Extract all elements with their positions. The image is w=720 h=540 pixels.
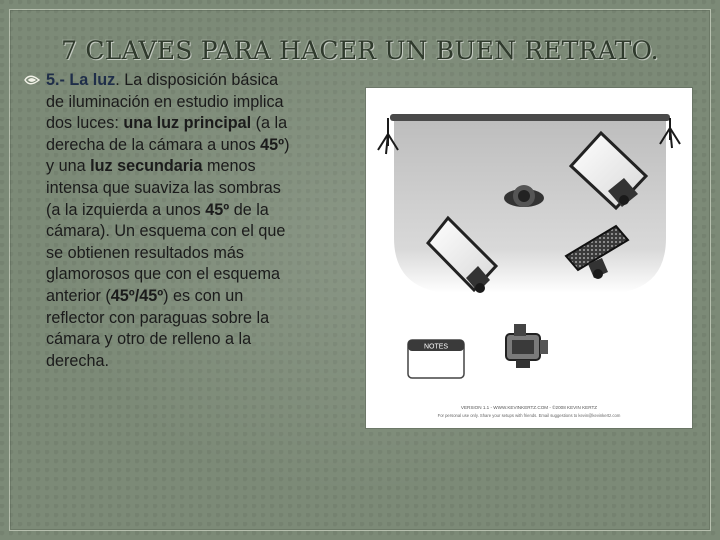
bullet-bold-1: una luz principal — [123, 114, 252, 133]
diagram-caption-line-2: For personal use only. Share your setups with friends. Email suggestions to kevin@kevinkertz.com — [437, 413, 621, 418]
bullet-bold-3: luz secundaria — [90, 157, 203, 176]
notes-card — [408, 340, 464, 378]
bullet-bold-4: 45º — [205, 200, 230, 219]
bullet-text-4: menos intensa que suaviza las sombras (a la izquierda a unos — [46, 157, 281, 219]
diagram-caption-line-1: VERSION 1.1 - WWW.KEVINKERTZ.COM - ©2008 KEVIN KERTZ — [460, 405, 598, 410]
notes-label: NOTES — [423, 343, 449, 351]
bullet-text-1: . La disposición básica de iluminación en estudio implica dos luces: — [46, 71, 284, 133]
camera-on-tripod — [506, 324, 548, 368]
bullet-lead: 5.- La luz — [46, 71, 116, 89]
bullet-bold-5: 45º/45º — [110, 286, 164, 305]
backdrop-bar — [390, 114, 670, 121]
fleuron-bullet-icon — [24, 73, 40, 87]
bullet-bold-2: 45º — [260, 135, 285, 154]
lighting-diagram — [366, 88, 692, 428]
bullet-text-3: ) y una — [46, 135, 290, 176]
bullet-paragraph — [24, 70, 294, 372]
bullet-text-5: de la cámara). Un esquema con el que se obtienen resultados más glamorosos que con el esquema anterior ( — [46, 200, 286, 305]
slide-title: 7 CLAVES PARA HACER UN BUEN RETRATO. — [61, 36, 659, 65]
bullet-text-6: ) es con un reflector con paraguas sobre la cámara y otro de relleno a la derecha. — [46, 286, 270, 370]
lighting-diagram-svg — [366, 88, 692, 428]
bullet-text-2: (a la derecha de la cámara a unos — [46, 114, 288, 154]
